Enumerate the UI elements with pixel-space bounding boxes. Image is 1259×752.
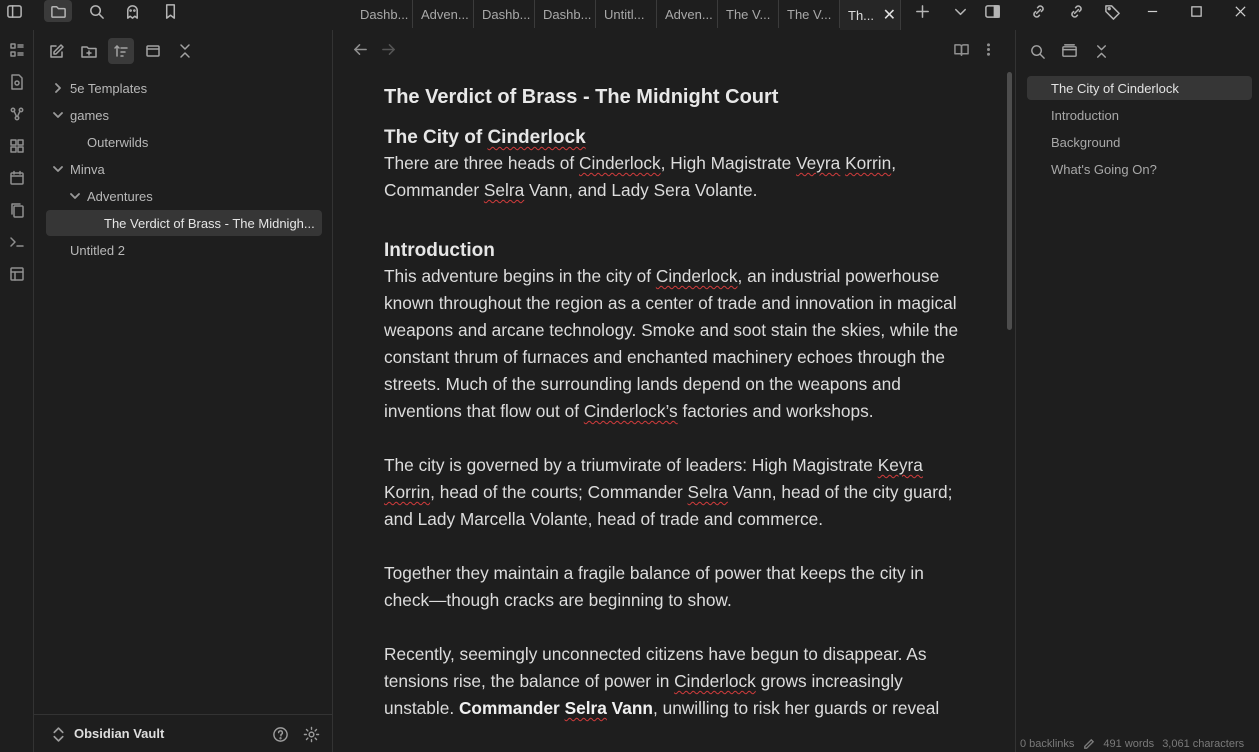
outline-search-icon[interactable] xyxy=(1024,38,1050,64)
tab[interactable] xyxy=(413,0,474,28)
paragraph: There are three heads of Cinderlock, High Magistrate Veyra Korrin, Commander Selra Vann, and Lady Sera Volante. xyxy=(384,153,897,200)
tree-folder-5e-templates[interactable] xyxy=(50,75,320,101)
outline-item-label: Introduction xyxy=(1051,107,1119,123)
tree-file-verdict-of-brass[interactable] xyxy=(46,210,322,236)
tab-active[interactable] xyxy=(840,0,901,30)
templates-icon[interactable] xyxy=(3,260,31,288)
tab[interactable] xyxy=(779,0,840,28)
tree-file-untitled-2[interactable] xyxy=(70,237,320,263)
character-count: 3,061 characters xyxy=(1162,738,1245,750)
tree-item-label: Untitled 2 xyxy=(70,242,125,258)
more-options-icon[interactable] xyxy=(977,38,999,60)
outline-item-background[interactable] xyxy=(1027,130,1252,154)
forward-arrow-icon[interactable] xyxy=(377,38,399,60)
ghost-icon[interactable] xyxy=(118,0,146,22)
right-sidebar-toggle-icon[interactable] xyxy=(978,0,1006,22)
tree-item-label: Adventures xyxy=(87,188,153,204)
tab-label: Th... xyxy=(848,7,875,23)
outline-item-introduction[interactable] xyxy=(1027,103,1252,127)
backlinks-count[interactable]: 0 backlinks xyxy=(1020,738,1075,750)
files-icon[interactable] xyxy=(44,0,72,22)
dashboard-icon[interactable] xyxy=(3,36,31,64)
tab-label: Dashb... xyxy=(482,6,531,22)
reading-view-book-icon[interactable] xyxy=(950,38,972,60)
calendar-icon[interactable] xyxy=(3,164,31,192)
tree-item-label: 5e Templates xyxy=(70,80,148,96)
chevron-right-icon xyxy=(50,83,66,93)
bookmark-icon[interactable] xyxy=(156,0,184,22)
vault-name[interactable]: Obsidian Vault xyxy=(74,726,165,741)
outline-panel-icon[interactable] xyxy=(1056,38,1082,64)
collapse-all-icon[interactable] xyxy=(172,38,198,64)
new-tab-icon[interactable] xyxy=(908,0,936,22)
outline-collapse-icon[interactable] xyxy=(1088,38,1114,64)
help-icon[interactable] xyxy=(270,724,290,744)
outline-item-whats-going-on[interactable] xyxy=(1027,157,1252,181)
paragraph: Together they maintain a fragile balance of power that keeps the city in check—though cracks are beginning to show. xyxy=(384,563,924,610)
close-window-icon[interactable] xyxy=(1218,0,1259,22)
close-tab-icon[interactable]: ✕ xyxy=(882,7,896,24)
file-explorer xyxy=(34,30,333,752)
heading-city-of-cinderlock: The City of Cinderlock xyxy=(384,127,586,148)
tab-label: Adven... xyxy=(665,6,713,22)
tree-item-label: Minva xyxy=(70,161,105,177)
edit-pencil-icon[interactable] xyxy=(1082,738,1095,751)
new-note-icon[interactable] xyxy=(44,38,70,64)
maximize-icon[interactable] xyxy=(1174,0,1218,22)
vault-switcher-bar xyxy=(34,714,333,752)
back-arrow-icon[interactable] xyxy=(349,38,371,60)
link-icon[interactable] xyxy=(1062,0,1090,22)
paragraph: Recently, seemingly unconnected citizens have begun to disappear. As tensions rise, the balance of power in Cinderlock grows increasingly unstable. Commander Selra Vann, unwilling to risk her guards or reveal xyxy=(384,644,940,718)
trailing-text: , unwilling to risk her guards or reveal xyxy=(652,698,940,718)
canvas-icon[interactable] xyxy=(3,132,31,160)
word-count: 491 words xyxy=(1103,738,1155,750)
editor-scrollbar[interactable] xyxy=(1007,72,1012,330)
chevron-down-icon xyxy=(50,164,66,174)
tree-item-label: Outerwilds xyxy=(87,134,149,150)
heading-introduction: Introduction xyxy=(384,240,495,261)
status-bar xyxy=(1015,736,1259,752)
bold-name: Commander Selra Vann xyxy=(458,698,653,718)
outline-item-label: The City of Cinderlock xyxy=(1051,80,1179,96)
outline-item-city-of-cinderlock[interactable] xyxy=(1027,76,1252,100)
tab-label: The V... xyxy=(726,6,771,22)
graph-icon[interactable] xyxy=(3,100,31,128)
link-add-icon[interactable] xyxy=(1024,0,1052,22)
note-content[interactable] xyxy=(384,84,964,722)
file-search-icon[interactable] xyxy=(3,68,31,96)
copy-icon[interactable] xyxy=(3,196,31,224)
tree-item-label: games xyxy=(70,107,110,123)
search-icon[interactable] xyxy=(82,0,110,22)
vault-switcher-chevron-icon[interactable] xyxy=(48,724,68,744)
tab-label: Dashb... xyxy=(543,6,592,22)
outline-item-label: What's Going On? xyxy=(1051,161,1157,177)
tab-label: Adven... xyxy=(421,6,469,22)
tab[interactable] xyxy=(718,0,779,28)
title-bar xyxy=(0,0,1259,30)
outline-item-label: Background xyxy=(1051,134,1121,150)
tab-label: Dashb... xyxy=(360,6,409,22)
minimize-icon[interactable] xyxy=(1130,0,1174,22)
tree-file-outerwilds[interactable] xyxy=(87,129,320,155)
outline-sidebar xyxy=(1015,30,1259,752)
auto-reveal-icon[interactable] xyxy=(140,38,166,64)
ribbon xyxy=(0,30,34,752)
tab[interactable] xyxy=(352,0,413,28)
tree-folder-adventures[interactable] xyxy=(67,183,320,209)
tree-folder-minva[interactable] xyxy=(50,156,320,182)
tab-label: The V... xyxy=(787,6,832,22)
tab[interactable] xyxy=(657,0,718,28)
settings-gear-icon[interactable] xyxy=(301,724,321,744)
tags-icon[interactable] xyxy=(1098,0,1126,22)
tab[interactable] xyxy=(535,0,596,28)
terminal-icon[interactable] xyxy=(3,228,31,256)
tree-item-label: The Verdict of Brass - The Midnigh... xyxy=(104,215,315,231)
tab-list-chevron-down-icon[interactable] xyxy=(946,0,974,22)
tab[interactable] xyxy=(596,0,657,28)
paragraph: This adventure begins in the city of Cinderlock, an industrial powerhouse known throughout the region as a center of trade and innovation in magical weapons and arcane technology. Smoke and soot stain the skies, while the constant thrum of furnaces and enchanted machinery echoes through the streets. Much of the surrounding lands depend on the weapons and inventions that flow out of Cinderlock’s factories and workshops. xyxy=(384,266,959,421)
note-title[interactable]: The Verdict of Brass - The Midnight Court xyxy=(384,86,779,108)
tree-folder-games[interactable] xyxy=(50,102,320,128)
sidebar-toggle-icon[interactable] xyxy=(0,0,28,22)
chevron-down-icon xyxy=(50,110,66,120)
sort-icon[interactable] xyxy=(108,38,134,64)
tab[interactable] xyxy=(474,0,535,28)
new-folder-icon[interactable] xyxy=(76,38,102,64)
paragraph: The city is governed by a triumvirate of leaders: High Magistrate Keyra Korrin, head of the courts; Commander Selra Vann, head of the city guard; and Lady Marcella Volante, head of trade and commerce. xyxy=(384,455,953,529)
tab-strip xyxy=(352,0,901,30)
chevron-down-icon xyxy=(67,191,83,201)
tab-label: Untitl... xyxy=(604,6,645,22)
editor-pane xyxy=(334,30,1014,752)
